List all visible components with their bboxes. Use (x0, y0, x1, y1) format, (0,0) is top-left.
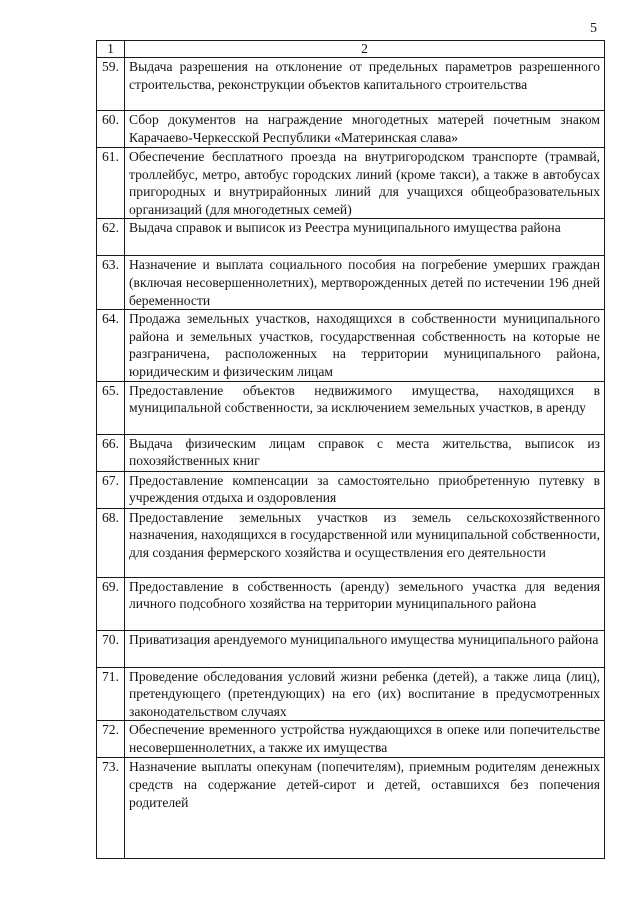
column-header-service: 2 (125, 41, 605, 58)
service-name: Обеспечение временного устройства нуждающихся в опеке или попечительстве несовершеннолетних, а также их имущества (125, 721, 605, 758)
table-row (97, 434, 605, 471)
row-number: 59. (97, 58, 125, 111)
table-row (97, 667, 605, 721)
service-name: Проведение обследования условий жизни ребенка (детей), а также лица (лиц), претендующего (претендующих) на его (их) воспитание в предусмотренных законодательством случаях (125, 667, 605, 721)
row-number: 69. (97, 577, 125, 630)
row-number: 72. (97, 721, 125, 758)
column-header-number: 1 (97, 41, 125, 58)
header-row (97, 41, 605, 58)
service-name: Предоставление компенсации за самостоятельно приобретенную путевку в учреждения отдыха и оздоровления (125, 471, 605, 508)
service-name: Сбор документов на награждение многодетных матерей почетным знаком Карачаево-Черкесской Республики «Материнская слава» (125, 111, 605, 148)
table-row (97, 310, 605, 381)
table-row (97, 471, 605, 508)
row-number: 73. (97, 758, 125, 859)
table-row (97, 508, 605, 577)
row-number: 71. (97, 667, 125, 721)
service-name: Продажа земельных участков, находящихся в собственности муниципального района и земельных участков, государственная собственность на которые не разграничена, расположенных на территории муниципального района, юридическим и физическим лицам (125, 310, 605, 381)
row-number: 62. (97, 219, 125, 256)
service-name: Обеспечение бесплатного проезда на внутригородском транспорте (трамвай, троллейбус, метро, автобус городских линий (кроме такси), а также в автобусах пригородных и внутрирайонных линий для учащихся общеобразовательных организаций (для многодетных семей) (125, 148, 605, 219)
table-row (97, 256, 605, 310)
row-number: 66. (97, 434, 125, 471)
service-name: Выдача физическим лицам справок с места жительства, выписок из похозяйственных книг (125, 434, 605, 471)
row-number: 65. (97, 381, 125, 434)
row-number: 70. (97, 630, 125, 667)
row-number: 61. (97, 148, 125, 219)
service-name: Выдача разрешения на отклонение от предельных параметров разрешенного строительства, реконструкции объектов капитального строительства (125, 58, 605, 111)
service-name: Выдача справок и выписок из Реестра муниципального имущества района (125, 219, 605, 256)
service-name: Предоставление в собственность (аренду) земельного участка для ведения личного подсобного хозяйства на территории муниципального района (125, 577, 605, 630)
page-number: 5 (590, 21, 597, 36)
table-row (97, 630, 605, 667)
row-number: 67. (97, 471, 125, 508)
services-table (96, 40, 605, 859)
table-row (97, 758, 605, 859)
table-row (97, 111, 605, 148)
service-name: Предоставление объектов недвижимого имущества, находящихся в муниципальной собственности, за исключением земельных участков, в аренду (125, 381, 605, 434)
table-row (97, 58, 605, 111)
service-name: Назначение выплаты опекунам (попечителям), приемным родителям денежных средств на содержание детей-сирот и детей, оставшихся без попечения родителей (125, 758, 605, 859)
table-row (97, 721, 605, 758)
row-number: 68. (97, 508, 125, 577)
table-row (97, 577, 605, 630)
service-name: Предоставление земельных участков из земель сельскохозяйственного назначения, находящихся в государственной или муниципальной собственности, для создания фермерского хозяйства и осуществления его деятельности (125, 508, 605, 577)
row-number: 64. (97, 310, 125, 381)
table-row (97, 219, 605, 256)
service-name: Назначение и выплата социального пособия на погребение умерших граждан (включая несовершеннолетних), мертворожденных детей по истечении 196 дней беременности (125, 256, 605, 310)
table-row (97, 148, 605, 219)
row-number: 63. (97, 256, 125, 310)
table-row (97, 381, 605, 434)
row-number: 60. (97, 111, 125, 148)
service-name: Приватизация арендуемого муниципального имущества муниципального района (125, 630, 605, 667)
